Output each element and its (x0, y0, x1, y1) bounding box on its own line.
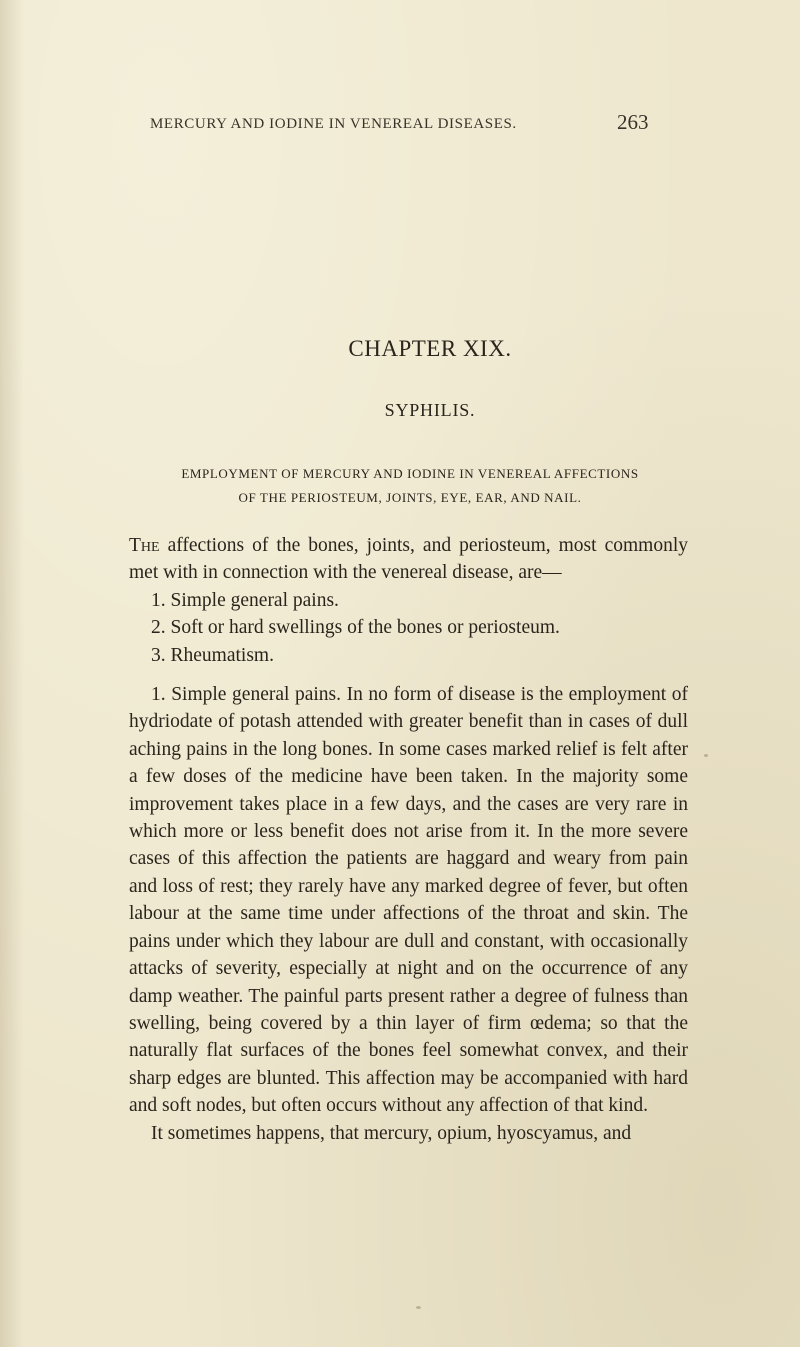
paper-speck (704, 754, 708, 757)
list-item: 2. Soft or hard swellings of the bones or periosteum. (151, 617, 560, 639)
intro-text: affections of the bones, joints, and periosteum, most commonly met with in connection with the venereal disease, are— (129, 535, 688, 584)
list-item: 3. Rheumatism. (151, 644, 274, 666)
subheading-line-2: OF THE PERIOSTEUM, JOINTS, EYE, EAR, AND NAIL. (238, 490, 582, 505)
body-text (129, 532, 688, 1147)
paper-speck (416, 1306, 421, 1309)
chapter-subheading (130, 462, 690, 510)
paragraph-continuation: It sometimes happens, that mercury, opium, hyoscyamus, and (151, 1122, 632, 1144)
intro-paragraph (129, 532, 688, 587)
page-number: 263 (617, 110, 649, 134)
section-title: SYPHILIS. (384, 400, 476, 420)
subheading-line-1: EMPLOYMENT OF MERCURY AND IODINE IN VENEREAL AFFECTIONS (181, 466, 639, 481)
intro-first-word: The (129, 535, 160, 556)
paragraph-simple-general-pains: 1. Simple general pains. In no form of disease is the employment of hydriodate of potash attended with greater benefit than in cases of dull aching pains in the long bones. In some cases marked relief is felt after a few doses of the medicine have been taken. In the majority some improvement takes place in a few days, and the cases are very rare in which more or less benefit does not arise from it. In the more severe cases of this affection the patients are haggard and weary from pain and loss of rest; they rarely have any marked degree of fever, but often labour at the same time under affections of the throat and skin. The pains under which they labour are dull and constant, with occasionally attacks of severity, especially at night and on the occurrence of any damp weather. The painful parts present rather a degree of fulness than swelling, being covered by a thin layer of firm œdema; so that the naturally flat surfaces of the bones feel somewhat convex, and their sharp edges are blunted. This affection may be accompanied with hard and soft nodes, but often occurs without any affection of that kind. (129, 684, 688, 1117)
page-edge-shadow (0, 0, 24, 1347)
chapter-title: CHAPTER XIX. (348, 336, 512, 361)
paragraph-gap (129, 669, 688, 681)
list-item: 1. Simple general pains. (151, 589, 339, 611)
running-head: MERCURY AND IODINE IN VENEREAL DISEASES. (150, 116, 517, 132)
